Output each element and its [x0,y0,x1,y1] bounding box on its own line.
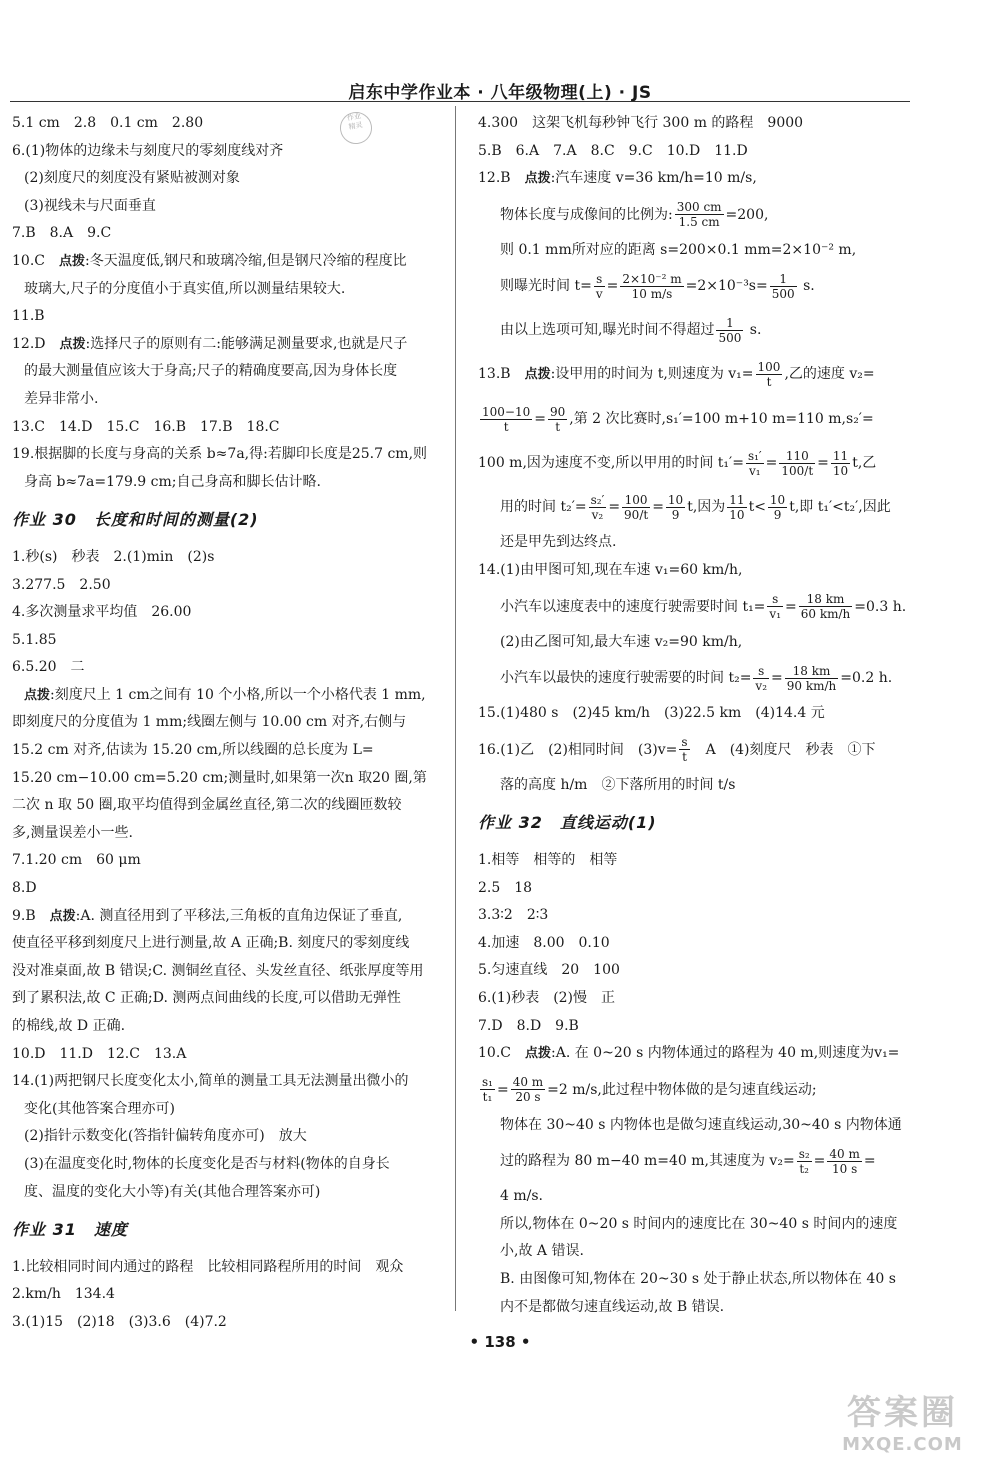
answer-line: 7.1.20 cm 60 μm [12,852,141,869]
answer-line: 9.B 点拨:A. 测直径用到了平移法,三角板的直角边保证了垂直, [12,907,403,924]
answer-line: 多,测量误差小一些. [12,824,133,841]
answer-line: 7.D 8.D 9.B [478,1017,579,1034]
answer-line: 的最大测量值应该大于身高;尺子的精确度要高,因为身体长度 [24,363,398,380]
hint-label: 点拨 [59,336,86,352]
answer-line: 则曝光时间 t= $\frac{s}{v}$ = $\frac{\text{2×10⁻² m}}{10 m/s}$ =2×10⁻³s= $\frac{1}{500}$ s. [500,271,815,301]
answer-line: 还是甲先到达终点. [500,534,617,551]
fraction: $\frac{s}{v}$ [595,271,603,301]
answer-line: 4.300 这架飞机每秒钟飞行 300 m 的路程 9000 [478,115,804,131]
fraction: $\frac{1}{500}$ [771,271,795,301]
answer-line: B. 由图像可知,物体在 20~30 s 处于静止状态,所以物体在 40 s [500,1271,896,1288]
answer-line: 5.1.85 [12,631,57,648]
answer-line: 1.比较相同时间内通过的路程 比较相同路程所用的时间 观众 [12,1258,404,1275]
fraction: $\frac{18 km}{90 km/h}$ [786,663,837,693]
answer-line: 6.(1)秒表 (2)慢 正 [478,989,616,1006]
answer-line: 小,故 A 错误. [500,1243,584,1260]
answer-line: 13.B 点拨:设甲用的时间为 t,则速度为 v₁= $\frac{100}{t}$ ,乙的速度 v₂= [478,359,875,389]
answer-line: 5.B 6.A 7.A 8.C 9.C 10.D 11.D [478,142,748,159]
answer-line: 1.秒(s) 秒表 2.(1)min (2)s [12,548,215,565]
watermark-logo: 答案圈 MXQE.COM [842,1393,963,1455]
answer-line: 变化(其他答案合理亦可) [24,1100,175,1117]
page-number: • 138 • [469,1333,531,1351]
answer-line: 用的时间 t₂′= $\frac{\text{s₂′}}{\text{v₂}}$ = $\frac{100}{90/t}$ = $\frac{10}{9}$ t,因为 $\frac{11}{10}$ t< $\frac{10}{9}$ t,即 t₁′<t₂′,因此 [500,492,891,522]
fraction: $\frac{10}{9}$ [769,492,786,522]
fraction: $\frac{40 m}{10 s}$ [829,1146,860,1176]
answer-line: 19.根据脚的长度与身高的关系 b≈7a,得:若脚印长度是25.7 cm,则 [12,446,428,463]
hint-label: 点拨 [524,171,551,187]
answer-line: 3.277.5 2.50 [12,576,111,593]
page-header-title: 启东中学作业本 · 八年级物理(上) · JS [348,83,652,103]
fraction: $\frac{100-10}{t}$ [482,404,531,434]
section-title-32: 作业 32 直线运动(1) [478,813,657,833]
answer-line: 内不是都做匀速直线运动,故 B 错误. [500,1298,725,1315]
answer-line: 没对准桌面,故 B 错误;C. 测铜丝直径、头发丝直径、纸张厚度等用 [12,962,424,979]
answer-line: (3)在温度变化时,物体的长度变化是否与材料(物体的自身长 [24,1155,390,1172]
fraction: $\frac{\text{s₁′}}{\text{v₁}}$ [747,448,762,478]
fraction: $\frac{100}{90/t}$ [624,492,649,522]
answer-line: 10.D 11.D 12.C 13.A [12,1045,187,1062]
section-title-30: 作业 30 长度和时间的测量(2) [12,510,259,530]
answer-line: 10.C 点拨:A. 在 0~20 s 内物体通过的路程为 40 m,则速度为v₁= [478,1045,900,1062]
answer-line: 即刻度尺的分度值为 1 mm;线圈左侧与 10.00 cm 对齐,右侧与 [12,714,407,731]
stamp-seal: 作业 精灵 [337,109,374,146]
answer-line: 7.B 8.A 9.C [12,225,112,242]
answer-line: 4.加速 8.00 0.10 [478,934,610,951]
answer-line: (3)视线未与尺面垂直 [24,197,156,214]
answer-line: 点拨:刻度尺上 1 cm之间有 10 个小格,所以一个小格代表 1 mm, [24,686,426,703]
answer-line: 15.2 cm 对齐,估读为 15.20 cm,所以线圈的总长度为 L= [12,742,374,759]
left-column [12,110,452,1337]
answer-line: 1.相等 相等的 相等 [478,851,618,868]
answer-line: 6.5.20 二 [12,659,85,676]
column-divider [455,106,456,1311]
answer-line: (2)刻度尺的刻度没有紧贴被测对象 [24,170,240,187]
fraction: $\frac{s}{\text{v₁}}$ [769,592,782,622]
fraction: $\frac{\text{s₂′}}{\text{v₂}}$ [590,492,605,522]
hint-label: 点拨 [524,1046,551,1062]
answer-line: 2.5 18 [478,879,533,896]
answer-line: 使直径平移到刻度尺上进行测量,故 A 正确;B. 刻度尺的零刻度线 [12,935,410,952]
answer-line: 物体长度与成像间的比例为: $\frac{300 cm}{1.5 cm}$ =200, [500,200,769,230]
answer-line: 12.D 点拨:选择尺子的原则有二:能够满足测量要求,也就是尺子 [12,335,408,352]
answer-line: 度、温度的变化大小等)有关(其他合理答案亦可) [24,1183,321,1200]
fraction: $\frac{1}{500}$ [718,315,742,345]
fraction: $\frac{10}{9}$ [667,492,684,522]
answer-line: 由以上选项可知,曝光时间不得超过 $\frac{1}{500}$ s. [500,315,762,345]
fraction: $\frac{\text{s₂}}{\text{t₂}}$ [798,1146,810,1176]
fraction: $\frac{40 m}{20 s}$ [512,1075,544,1105]
answer-line: 12.B 点拨:汽车速度 v=36 km/h=10 m/s, [478,170,757,187]
fraction: $\frac{s}{\text{v₂}}$ [755,663,768,693]
answer-line: 2.km/h 134.4 [12,1286,115,1303]
answer-line: 10.C 点拨:冬天温度低,钢尺和玻璃冷缩,但是钢尺冷缩的程度比 [12,252,407,269]
answer-line: $\frac{\text{s₁}}{\text{t₁}}$ = $\frac{40 m}{20 s}$ =2 m/s,此过程中物体做的是匀速直线运动; [482,1075,817,1105]
answer-line: 4 m/s. [500,1188,543,1205]
answer-line: 100 m,因为速度不变,所以甲用的时间 t₁′= $\frac{\text{s₁′}}{\text{v₁}}$ = $\frac{110}{100/t}$ = $\frac{11}{10}$ t,乙 [478,448,877,478]
fraction: $\frac{90}{t}$ [549,404,566,434]
answer-line: 身高 b≈7a=179.9 cm;自己身高和脚长估计略. [24,473,321,490]
answer-line: 差异非常小. [24,390,99,407]
fraction: $\frac{18 km}{60 km/h}$ [800,592,851,622]
answer-line: 物体在 30~40 s 内物体也是做匀速直线运动,30~40 s 内物体通 [500,1116,902,1133]
fraction: $\frac{300 cm}{1.5 cm}$ [676,200,722,230]
fraction: $\frac{11}{10}$ [729,492,745,522]
answer-line: (2)由乙图可知,最大车速 v₂=90 km/h, [500,633,743,650]
answer-line: 小汽车以最快的速度行驶需要的时间 t₂= $\frac{s}{\text{v₂}}$ = $\frac{18 km}{90 km/h}$ =0.2 h. [500,663,893,693]
fraction: $\frac{\text{2×10⁻² m}}{10 m/s}$ [622,271,682,301]
answer-line: 16.(1)乙 (2)相同时间 (3)v= $\frac{s}{t}$ A (4)刻度尺 秒表 ①下 [478,735,876,765]
answer-line: 6.(1)物体的边缘未与刻度尺的零刻度线对齐 [12,142,284,159]
answer-line: 小汽车以速度表中的速度行驶需要时间 t₁= $\frac{s}{\text{v₁}}$ = $\frac{18 km}{60 km/h}$ =0.3 h. [500,592,907,622]
answer-line: 3.3∶2 2∶3 [478,907,549,924]
answer-line: 8.D [12,880,37,897]
answer-line: 13.C 14.D 15.C 16.B 17.B 18.C [12,418,280,435]
answer-line: 5.匀速直线 20 100 [478,962,620,979]
hint-label: 点拨 [24,687,51,703]
answer-line: 15.20 cm−10.00 cm=5.20 cm;测量时,如果第一次n 取20 圈,第 [12,769,427,786]
answer-line: 二次 n 取 50 圈,取平均值得到金属丝直径,第二次的线圈匝数较 [12,797,402,814]
answer-line: 4.多次测量求平均值 26.00 [12,604,192,621]
fraction: $\frac{11}{10}$ [832,448,849,478]
answer-line: 的棉线,故 D 正确. [12,1018,126,1034]
answer-line: (2)指针示数变化(答指针偏转角度亦可) 放大 [24,1128,307,1145]
answer-line: 15.(1)480 s (2)45 km/h (3)22.5 km (4)14.4 元 [478,705,825,722]
answer-line: 落的高度 h/m ②下落所用的时间 t/s [500,776,736,793]
fraction: $\frac{110}{100/t}$ [781,448,814,478]
fraction: $\frac{\text{s₁}}{\text{t₁}}$ [482,1075,493,1105]
section-title-31: 作业 31 速度 [12,1220,128,1240]
hint-label: 点拨 [58,253,85,269]
answer-line: $\frac{100-10}{t}$ = $\frac{90}{t}$ ,第 2 次比赛时,s₁′=100 m+10 m=110 m,s₂′= [482,404,874,434]
fraction: $\frac{100}{t}$ [757,359,781,389]
right-column [478,110,923,1321]
answer-line: 3.(1)15 (2)18 (3)3.6 (4)7.2 [12,1313,227,1330]
fraction: $\frac{s}{t}$ [681,735,688,765]
answer-line: 所以,物体在 0~20 s 时间内的速度比在 30~40 s 时间内的速度 [500,1215,898,1232]
answer-line: 到了累积法,故 C 正确;D. 测两点间曲线的长度,可以借助无弹性 [12,990,401,1007]
hint-label: 点拨 [524,367,551,383]
answer-line: 过的路程为 80 m−40 m=40 m,其速度为 v₂= $\frac{\text{s₂}}{\text{t₂}}$ = $\frac{40 m}{10 s}$ = [500,1146,876,1176]
answer-line: 14.(1)两把钢尺长度变化太小,简单的测量工具无法测量出微小的 [12,1073,409,1090]
answer-line: 5.1 cm 2.8 0.1 cm 2.80 [12,115,204,131]
hint-label: 点拨 [49,908,76,924]
answer-line: 玻璃大,尺子的分度值小于真实值,所以测量结果较大. [24,280,346,297]
answer-line: 则 0.1 mm所对应的距离 s=200×0.1 mm=2×10⁻² m, [500,241,857,258]
answer-line: 14.(1)由甲图可知,现在车速 v₁=60 km/h, [478,561,743,578]
answer-line: 11.B [12,308,45,325]
header-rule [10,101,910,102]
